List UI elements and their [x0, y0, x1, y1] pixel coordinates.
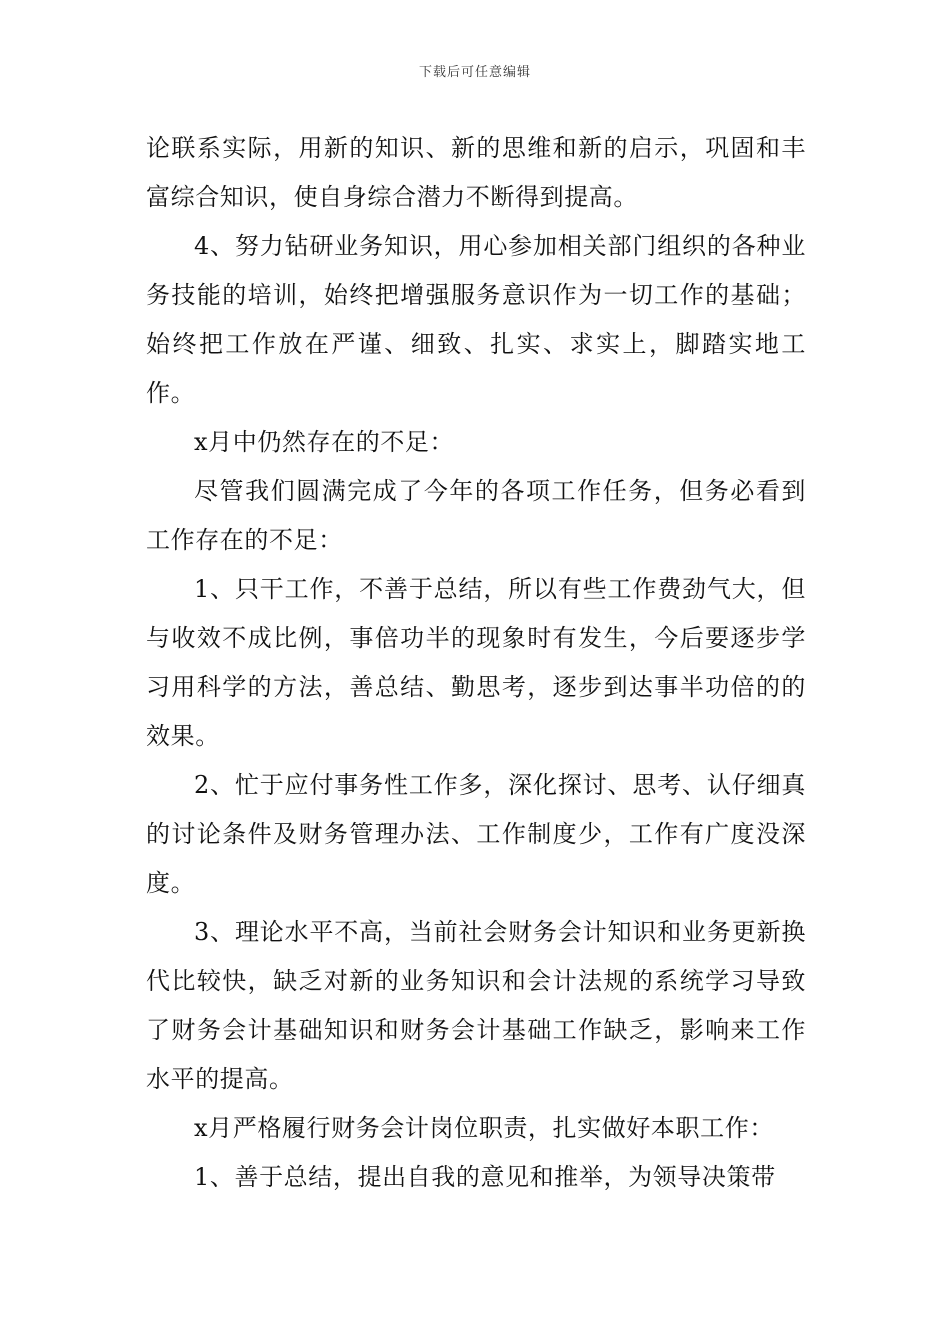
document-body [146, 124, 806, 1202]
header-note: 下载后可任意编辑 [418, 65, 531, 80]
paragraph-shortcoming-1: 1、只干工作，不善于总结，所以有些工作费劲气大，但与收效不成比例，事倍功半的现象时有发生，今后要逐步学习用科学的方法，善总结、勤思考，逐步到达事半功倍的的效果。 [146, 575, 806, 750]
paragraph-item-4: 4、努力钻研业务知识，用心参加相关部门组织的各种业务技能的培训，始终把增强服务意识作为一切工作的基础；始终把工作放在严谨、细致、扎实、求实上，脚踏实地工作。 [146, 232, 806, 407]
section-heading-duties: x月严格履行财务会计岗位职责，扎实做好本职工作： [194, 1114, 774, 1142]
paragraph-duty-1: 1、善于总结，提出自我的意见和推举，为领导决策带 [194, 1163, 776, 1191]
paragraph-shortcoming-3: 3、理论水平不高，当前社会财务会计知识和业务更新换代比较快，缺乏对新的业务知识和会计法规的系统学习导致了财务会计基础知识和财务会计基础工作缺乏，影响来工作水平的提高。 [146, 918, 806, 1093]
paragraph-shortcoming-2: 2、忙于应付事务性工作多，深化探讨、思考、认仔细真的讨论条件及财务管理办法、工作制度少，工作有广度没深度。 [146, 771, 806, 897]
paragraph-continuation: 论联系实际，用新的知识、新的思维和新的启示，巩固和丰富综合知识，使自身综合潜力不断得到提高。 [146, 134, 806, 211]
paragraph-shortcomings-intro: 尽管我们圆满完成了今年的各项工作任务，但务必看到工作存在的不足： [146, 477, 806, 554]
section-heading-shortcomings: x月中仍然存在的不足： [194, 428, 455, 456]
